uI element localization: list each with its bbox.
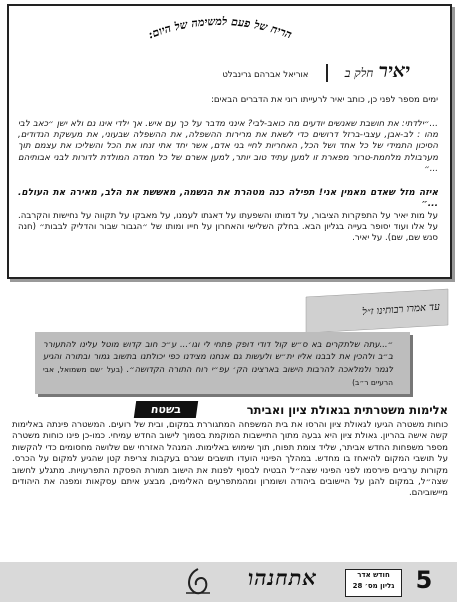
title-part: חלק ב	[344, 66, 374, 80]
title-divider	[326, 64, 328, 82]
sages-tab-text: עד אמרו רבותינו ז״ל	[361, 301, 441, 319]
magazine-title: אתחנהו	[248, 565, 317, 590]
author: אוריאל אברהם גרינבלט	[222, 70, 309, 80]
title-main: יאיר	[378, 60, 410, 82]
magazine-logo-icon	[180, 566, 216, 596]
header-arc-title	[115, 8, 325, 58]
section-badge: בשטח	[134, 401, 198, 418]
sage-quote-box	[35, 332, 410, 394]
sage-quote-text: ״...עתה שלתקרים בא ס״ש קול דודי דופק פתחי לי וגו׳... ע״כ חוב קדוש מוטל עלינו להתעורר ב״ב ולהכין את לבבנו אליו ית״ש ולעשות גם אנחנו מצידנו כפי יכולתנו בתשוב גמור ובתורה והגיע לגמר ולמלאכה להרבות הישוב בארצינו הק׳ עפ״י רוח התורה הקדושה״.	[43, 339, 393, 374]
page-number: 5	[415, 566, 433, 594]
svg-text:הריח של פעם למשימה של היום:	[146, 15, 293, 41]
news-title: אלימות משטרתית בגאולת ציון ואביתר	[246, 403, 448, 417]
article-title	[40, 60, 410, 84]
sage-quote-source: (בעל ׳שם משמואל, אבי הרעיים ר״ב)	[43, 364, 393, 387]
intro-paragraph: ימים מספר לפני כן, כותב יאיר לרעייתו רוני את הדברים הבאים:	[211, 95, 438, 105]
letter-quote: …״ילדתי: את חושבת שאנשים יודעים מה כואב-לבי? אינני מדבר על כך עם איש. אך ילדי אינו נם ולא ישן ״כאב לבי מהו : לב-אבן, עצבי-ברזל דרושים כדי לשאת את מרירות ההשפלה, את ההשפלה שבעוני, את מעשקת הנדודים, הסיכון התמידי של כל אחד ושל הכל, האחריות לחיי בני אדם, אשר יחד אתי זנחו את הכל והשליכו את עצמם תוך מערבולת מלחמת-טרור מפארת זו למען עתיד טוב יותר, למען אשרם של כל חמדה המולדת לדורות לבני אבותיהם ...״	[18, 119, 438, 174]
arc-text: הריח של פעם למשימה של היום:	[146, 14, 294, 42]
emphasis-text: איזה מזל שאדם מאמין אני! תפילה כנה מטהרת את הנשמה, מאששת את הלב, מאירה את העולם.	[18, 188, 438, 198]
sage-quote	[43, 338, 393, 389]
issue-number: גליון מס׳ 28	[352, 582, 395, 590]
issue-box	[345, 569, 402, 597]
closing-paragraph: על מות יאיר על התפקרות הציבור, על דמותו והשפעתו על דאגתו לעמנו, על מאבקו על תקווה על נחישות והקרבה. על אלו ועוד יסופר בעייה בגליון הבא. בחלק השלישי והאחרון על חייו ומותו של ״הגבור שבור והדליק לבבות״ (חנה סנש שם, שם). על יאיר.	[18, 211, 438, 244]
news-body: כוחות משטרה הגיעו לגאולת ציון והרסו את בית המשפחה המתגוררת במקום, ובית של רועים. המשטרה פינתה באלימות קשה אישה בהריון. גאולת ציון היא גבעה מתוך התיישבות המוקמת בסמוך לישוב החדש עמיחי. כמו-כן פינו כוחות משטרה מספר משפחות החדש אביתר, שליד צומת תפוח, תוך שימוש באלימות. המנהל האזרחי שם שלושה מחסומים כדי להקשות על תושבי המקום להיאחז בו מחדש. במהלך הפינוי הועדו תושבים שגרם בעקבות צריפת קטן שהגיע למקום על הכרס. מקורות ערביים פירסמו לפני הפינוי שצה״ל הבטיח לבסוף לפנות את הישוב תמורת הפסקת התפרעויות. מתגלע לחשוב שצה״ל, במקום להגן על היישובים ביהודה ושומרון ומהמתפרעים האלימים, מבצע איתם עסקאות ומפנה את היהודים מיישוביהם.	[12, 420, 448, 499]
issue-month: חודש אדר	[357, 571, 390, 579]
emphasis-tail: ...״	[421, 199, 438, 210]
emphasis-line	[18, 188, 438, 210]
